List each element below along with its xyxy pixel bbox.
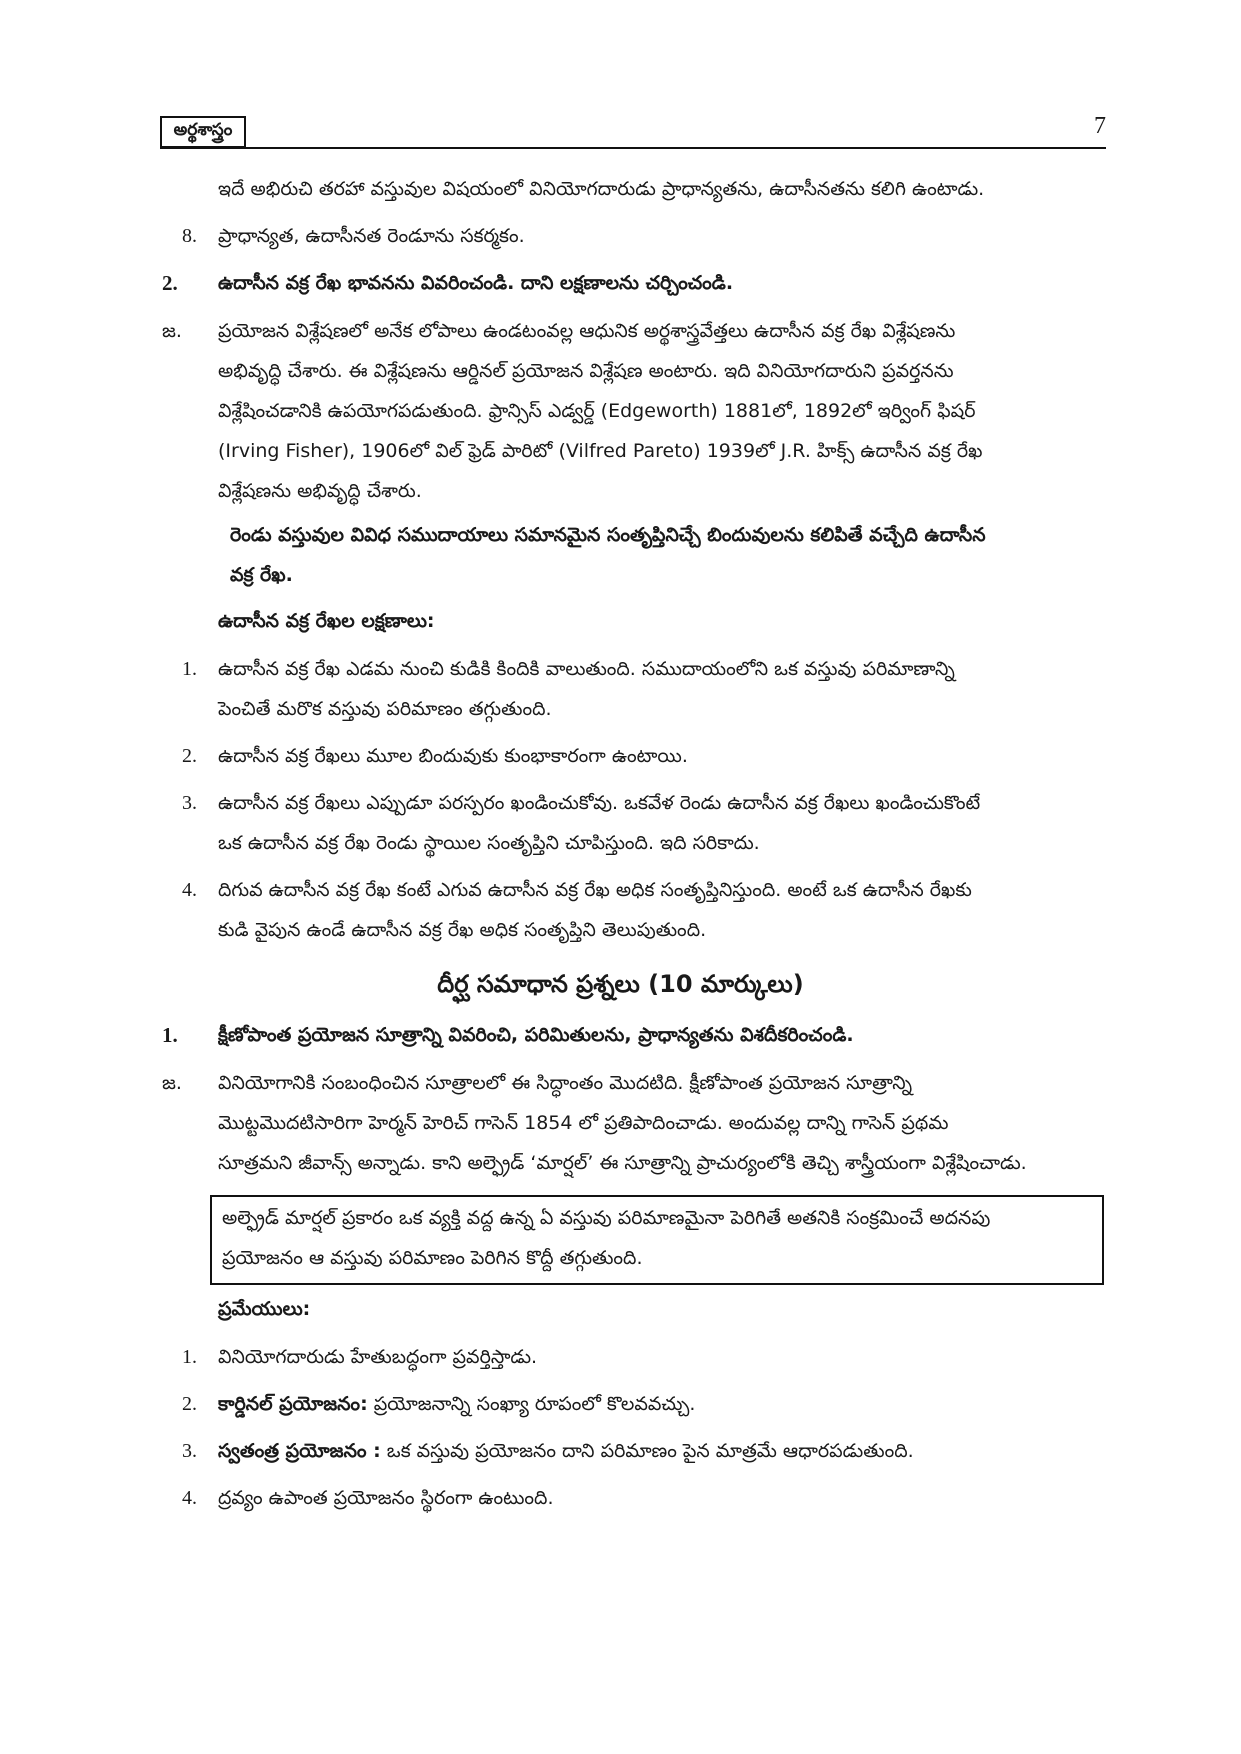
assumptions-heading: ప్రమేయులు: (218, 1298, 311, 1320)
assumption-4-number: 4. (182, 1487, 197, 1509)
answer-1-line-3: సూత్రమని జీవాన్స్ అన్నాడు. కాని అల్ఫ్రెడ్ ‘మార్షల్’ ఈ సూత్రాన్ని ప్రాచుర్యంలోకి తెచ్చి శాస్త్రీయంగా విశ్లేషించాడు. (218, 1152, 1027, 1174)
boxed-definition-line-1: అల్ఫ్రెడ్ మార్షల్ ప్రకారం ఒక వ్యక్తి వద్ద ఉన్న ఏ వస్తువు పరిమాణమైనా పెరిగితే అతనికి సంక్రమించే అదనపు (222, 1207, 991, 1229)
definition-2-line-1: రెండు వస్తువుల వివిధ సముదాయాలు సమానమైన సంతృప్తినిచ్చే బిందువులను కలిపితే వచ్చేది ఉదాసీన (230, 524, 986, 546)
assumption-4-body: ద్రవ్యం ఉపాంత ప్రయోజనం స్థిరంగా ఉంటుంది. (218, 1487, 554, 1509)
answer-2-line-1: ప్రయోజన విశ్లేషణలో అనేక లోపాలు ఉండటంవల్ల ఆధునిక అర్థశాస్త్రవేత్తలు ఉదాసీన వక్ర రేఖ విశ్లేషణను (218, 320, 956, 342)
feature-4-line-2: కుడి వైపున ఉండే ఉదాసీన వక్ర రేఖ అధిక సంతృప్తిని తెలుపుతుంది. (218, 919, 707, 941)
answer-1-line-2: మొట్టమొదటిసారిగా హెర్మన్ హెరిచ్ గాసెన్ 1854 లో ప్రతిపాదించాడు. అందువల్ల దాన్ని గాసెన్ ప్రథమ (218, 1112, 949, 1134)
answer-2-line-4: (Irving Fisher), 1906లో విల్ ఫ్రెడ్ పారిటో (Vilfred Pareto) 1939లో J.R. హిక్స్ ఉదాసీన వక్ర రేఖ (218, 440, 983, 462)
page-number: 7 (1094, 113, 1106, 139)
assumption-3-number: 3. (182, 1440, 197, 1462)
feature-3-line-1: ఉదాసీన వక్ర రేఖలు ఎప్పుడూ పరస్పరం ఖండించుకోవు. ఒకవేళ రెండు ఉదాసీన వక్ర రేఖలు ఖండించుకొంటే (218, 792, 981, 814)
question-2-text: ఉదాసీన వక్ర రేఖ భావనను వివరించండి. దాని లక్షణాలను చర్చించండి. (218, 272, 734, 294)
definition-2-line-2: వక్ర రేఖ. (230, 564, 293, 586)
answer-2-line-2: అభివృద్ధి చేశారు. ఈ విశ్లేషణను ఆర్డినల్ ప్రయోజన విశ్లేషణ అంటారు. ఇది వినియోగదారుని ప్రవర్తనను (218, 360, 954, 382)
answer-1-line-1: వినియోగానికి సంబంధించిన సూత్రాలలో ఈ సిద్ధాంతం మొదటిది. క్షీణోపాంత ప్రయోజన సూత్రాన్ని (218, 1072, 913, 1094)
answer-2-line-3: విశ్లేషించడానికి ఉపయోగపడుతుంది. ఫ్రాన్సిస్ ఎడ్వర్డ్ (Edgeworth) 1881లో, 1892లో ఇర్వింగ్ ఫిషర్ (218, 400, 976, 422)
book-title: అర్థశాస్త్రం (173, 120, 233, 140)
running-header-title (160, 116, 246, 148)
assumption-3-label: స్వతంత్ర ప్రయోజనం : (218, 1440, 381, 1462)
feature-2-number: 2. (182, 745, 197, 767)
point-8-number: 8. (182, 225, 197, 247)
question-2-number: 2. (162, 271, 178, 295)
feature-1-number: 1. (182, 658, 197, 680)
answer-2-marker: జ. (162, 320, 182, 342)
feature-3-line-2: ఒక ఉదాసీన వక్ర రేఖ రెండు స్థాయిల సంతృప్తిని చూపిస్తుంది. ఇది సరికాదు. (218, 832, 760, 854)
features-heading: ఉదాసీన వక్ర రేఖల లక్షణాలు: (218, 610, 435, 632)
section-title: దీర్ఘ సమాధాన ప్రశ్నలు (10 మార్కులు) (437, 970, 804, 998)
header-rule (160, 147, 1106, 149)
feature-4-number: 4. (182, 879, 197, 901)
assumption-1-number: 1. (182, 1346, 197, 1368)
question-1-text: క్షీణోపాంత ప్రయోజన సూత్రాన్ని వివరించి, పరిమితులను, ప్రాధాన్యతను విశదీకరించండి. (218, 1024, 854, 1046)
feature-1-line-1: ఉదాసీన వక్ర రేఖ ఎడమ నుంచి కుడికి కిందికి వాలుతుంది. సముదాయంలోని ఒక వస్తువు పరిమాణాన్ని (218, 658, 955, 680)
assumption-3-text (218, 1436, 914, 1466)
feature-3-number: 3. (182, 792, 197, 814)
assumption-1-text (218, 1342, 537, 1372)
assumption-2-body: ప్రయోజనాన్ని సంఖ్యా రూపంలో కొలవవచ్చు. (367, 1393, 696, 1415)
feature-1-line-2: పెంచితే మరొక వస్తువు పరిమాణం తగ్గుతుంది. (218, 698, 552, 720)
answer-1-marker: జ. (162, 1072, 182, 1094)
assumption-2-number: 2. (182, 1393, 197, 1415)
assumption-1-body: వినియోగదారుడు హేతుబద్ధంగా ప్రవర్తిస్తాడు. (218, 1346, 538, 1368)
assumption-3-body: ఒక వస్తువు ప్రయోజనం దాని పరిమాణం పైన మాత్రమే ఆధారపడుతుంది. (380, 1440, 914, 1462)
assumption-4-text (218, 1483, 554, 1513)
question-1-number: 1. (162, 1023, 178, 1047)
feature-4-line-1: దిగువ ఉదాసీన వక్ర రేఖ కంటే ఎగువ ఉదాసీన వక్ర రేఖ అధిక సంతృప్తినిస్తుంది. అంటే ఒక ఉదాసీన రేఖకు (218, 879, 972, 901)
boxed-definition-line-2: ప్రయోజనం ఆ వస్తువు పరిమాణం పెరిగిన కొద్దీ తగ్గుతుంది. (222, 1247, 643, 1269)
assumption-2-label: కార్డినల్ ప్రయోజనం: (218, 1393, 368, 1415)
intro-line: ఇదే అభిరుచి తరహా వస్తువుల విషయంలో వినియోగదారుడు ప్రాధాన్యతను, ఉదాసీనతను కలిగి ఉంటాడు. (218, 178, 985, 200)
answer-2-line-5: విశ్లేషణను అభివృద్ధి చేశారు. (218, 480, 422, 502)
assumption-2-text (218, 1389, 695, 1419)
point-8-text: ప్రాధాన్యత, ఉదాసీనత రెండూను సకర్మకం. (218, 225, 525, 247)
feature-2-line-1: ఉదాసీన వక్ర రేఖలు మూల బిందువుకు కుంభాకారంగా ఉంటాయి. (218, 745, 688, 767)
